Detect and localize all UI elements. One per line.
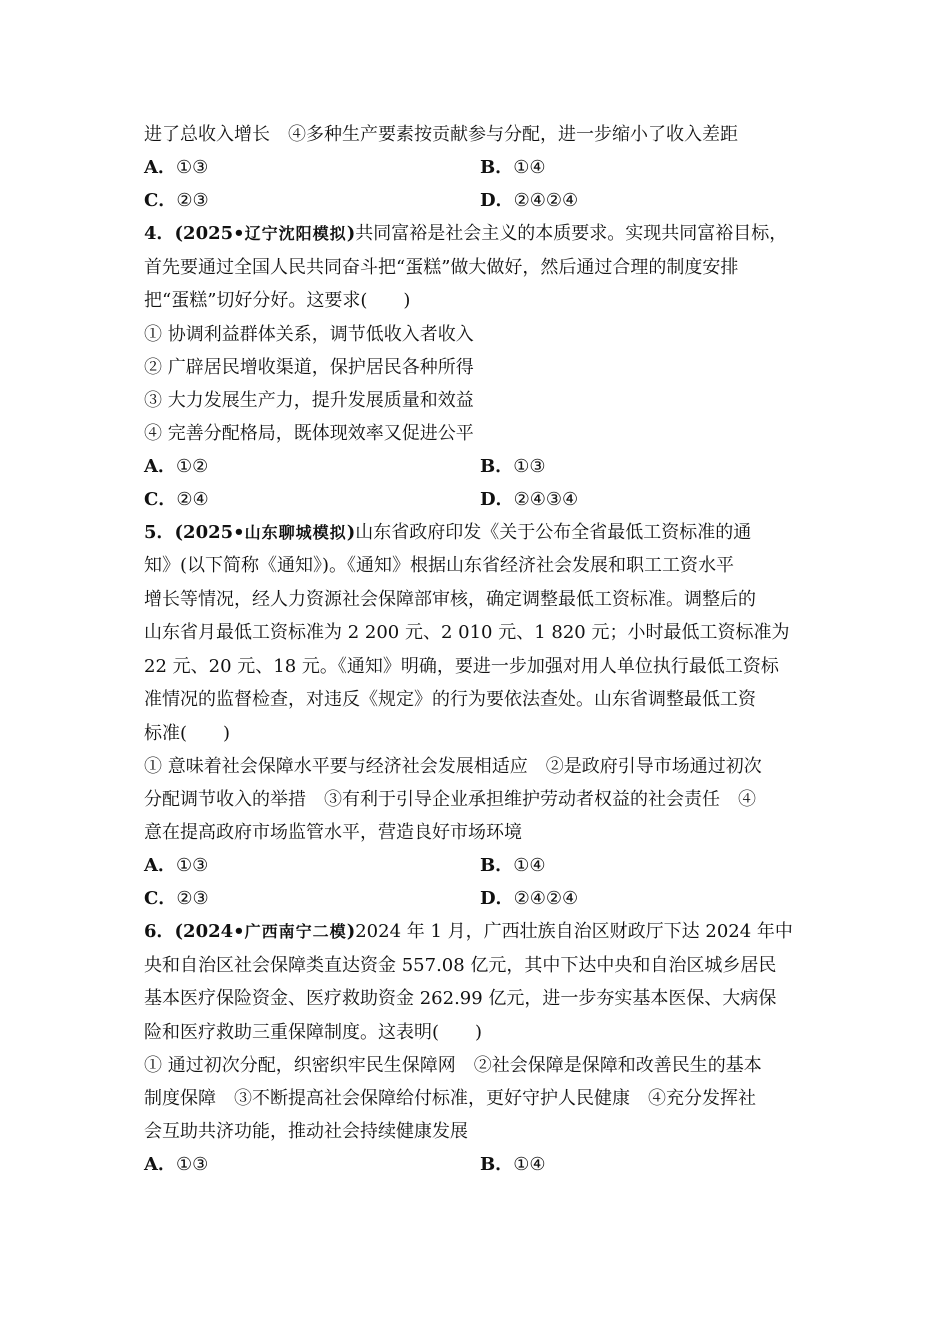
q4-option-d[interactable]: D．②④③④ — [480, 488, 579, 510]
previous-question-fragment: 进了总收入增长 ④多种生产要素按贡献参与分配，进一步缩小了收入差距 — [144, 124, 738, 145]
q5-options-row-1 — [144, 849, 824, 882]
q5-stem-line-5: 22 元、20 元、18 元。《通知》明确，要进一步加强对用人单位执行最低工资标 — [144, 655, 779, 677]
document-page — [144, 118, 824, 1181]
q5-option-d[interactable]: D．②④②④ — [480, 888, 579, 909]
q4-options-row-1 — [144, 450, 824, 483]
q5-items-line-3: 意在提高政府市场监管水平，营造良好市场环境 — [144, 822, 522, 843]
q6-number: 6． — [144, 921, 175, 942]
q4-number: 4． — [144, 223, 175, 244]
q5-stem-line-4: 山东省月最低工资标准为 2 200 元、2 010 元、1 820 元；小时最低工资标准为 — [144, 622, 790, 643]
q5-items-line-1: ① 意味着社会保障水平要与经济社会发展相适应 ②是政府引导市场通过初次 — [144, 756, 762, 777]
q5-stem-line-3: 增长等情况，经人力资源社会保障部审核，确定调整最低工资标准。调整后的 — [144, 588, 756, 610]
q4-option-b[interactable]: B．①③ — [480, 455, 546, 477]
q5-option-b[interactable]: B．①④ — [480, 855, 546, 876]
q5-option-c[interactable]: C．②③ — [144, 888, 209, 909]
q5-stem-line-6: 准情况的监督检查，对违反《规定》的行为要依法查处。山东省调整最低工资 — [144, 689, 756, 710]
q5-stem-line-1: 5．(2025•山东聊城模拟)山东省政府印发《关于公布全省最低工资标准的通 — [144, 521, 752, 543]
q6-items-line-3: 会互助共济功能，推动社会持续健康发展 — [144, 1121, 468, 1142]
q6-stem-line-4: 险和医疗救助三重保障制度。这表明( ) — [144, 1021, 483, 1043]
q6-stem-line-2: 央和自治区社会保障类直达资金 557.08 亿元，其中下达中央和自治区城乡居民 — [144, 954, 777, 976]
q3-option-c[interactable]: C．②③ — [144, 190, 209, 211]
q6-stem-line-3: 基本医疗保险资金、医疗救助资金 262.99 亿元，进一步夯实基本医保、大病保 — [144, 988, 777, 1009]
q6-items-line-2: 制度保障 ③不断提高社会保障给付标准，更好守护人民健康 ④充分发挥社 — [144, 1088, 756, 1109]
q5-source: 山东聊城模拟 — [244, 522, 347, 542]
q3-option-a[interactable]: A．①③ — [144, 157, 209, 178]
q5-items-line-2: 分配调节收入的举措 ③有利于引导企业承担维护劳动者权益的社会责任 ④ — [144, 789, 756, 810]
q3-option-d[interactable]: D．②④②④ — [480, 190, 579, 211]
q4-stem-line-3: 把“蛋糕”切好分好。这要求( ) — [144, 290, 411, 311]
q5-number: 5． — [144, 521, 175, 543]
q6-options-row-1 — [144, 1148, 824, 1181]
q5-stem-line-2: 知》(以下简称《通知》)。《通知》根据山东省经济社会发展和职工工资水平 — [144, 555, 735, 576]
q3-options-row-2 — [144, 184, 824, 217]
q4-item-3: ③ 大力发展生产力，提升发展质量和效益 — [144, 389, 474, 411]
q5-stem-line-7: 标准( ) — [144, 722, 231, 744]
q3-options-row-1 — [144, 151, 824, 184]
q4-item-4: ④ 完善分配格局，既体现效率又促进公平 — [144, 422, 474, 444]
q4-item-1: ① 协调利益群体关系，调节低收入者收入 — [144, 323, 474, 345]
q6-items-line-1: ① 通过初次分配，织密织牢民生保障网 ②社会保障是保障和改善民生的基本 — [144, 1055, 762, 1076]
q4-option-a[interactable]: A．①② — [144, 455, 209, 477]
q3-option-b[interactable]: B．①④ — [480, 157, 546, 178]
q4-item-2: ② 广辟居民增收渠道，保护居民各种所得 — [144, 356, 474, 378]
q4-stem-line-1: 4．(2025•辽宁沈阳模拟)共同富裕是社会主义的本质要求。实现共同富裕目标， — [144, 223, 788, 244]
q6-stem-line-1: 6．(2024•广西南宁二模)2024 年 1 月，广西壮族自治区财政厅下达 2024 年中 — [144, 921, 793, 942]
q4-source: 辽宁沈阳模拟 — [244, 224, 347, 243]
q5-options-row-2 — [144, 882, 824, 915]
q6-option-a[interactable]: A．①③ — [144, 1154, 209, 1175]
q6-source: 广西南宁二模 — [244, 922, 347, 941]
q4-stem-line-2: 首先要通过全国人民共同奋斗把“蛋糕”做大做好，然后通过合理的制度安排 — [144, 256, 739, 278]
q6-option-b[interactable]: B．①④ — [480, 1154, 546, 1175]
q5-option-a[interactable]: A．①③ — [144, 855, 209, 876]
q4-options-row-2 — [144, 483, 824, 516]
q4-option-c[interactable]: C．②④ — [144, 488, 209, 510]
